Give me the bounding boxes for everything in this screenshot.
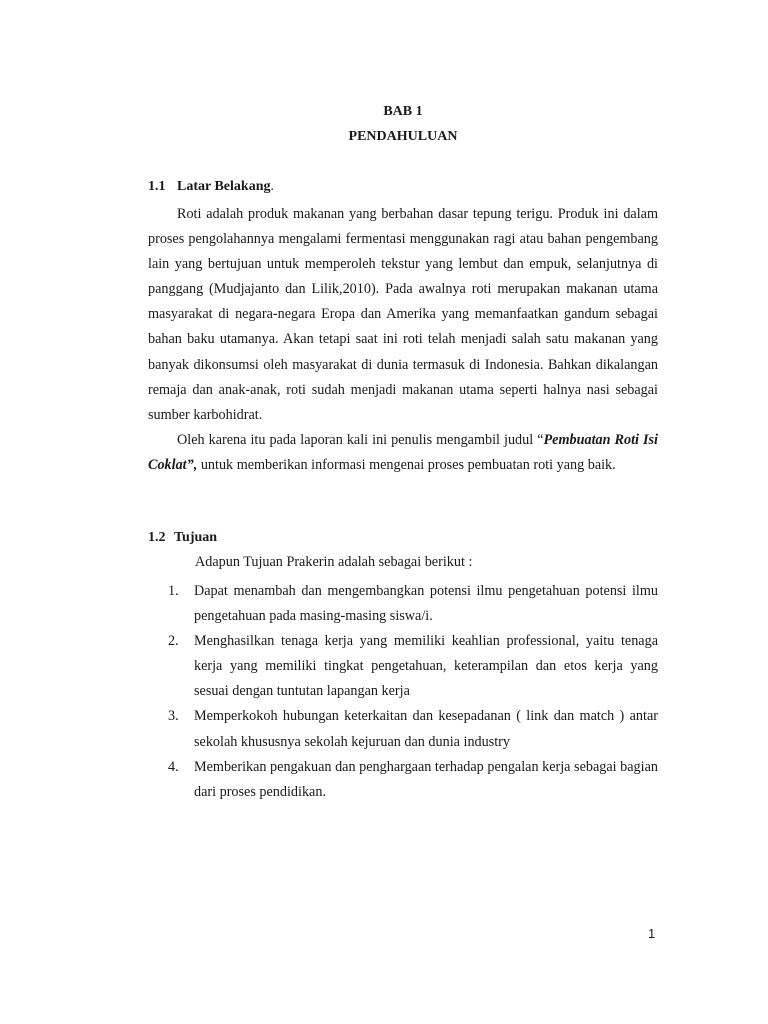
page-number: 1 xyxy=(648,926,656,941)
list-item-index: 4. xyxy=(168,758,179,775)
section-title-suffix: . xyxy=(270,179,274,194)
list-item xyxy=(148,629,658,704)
list-item-text: Memperkokoh hubungan keterkaitan dan kesepadanan ( link dan match ) antar sekolah khususnya sekolah kejuruan dan dunia industry xyxy=(194,708,658,750)
section-title: Latar Belakang xyxy=(177,179,271,194)
paragraph-2-block xyxy=(148,428,658,478)
list-item-index: 3. xyxy=(168,708,179,725)
section-heading-latar-belakang xyxy=(148,179,274,195)
objectives-list xyxy=(148,579,658,805)
paragraph-2-emphasis: Pembuatan Roti Isi Coklat”, xyxy=(148,432,658,474)
paragraph-2 xyxy=(148,428,658,478)
list-item-text: Menghasilkan tenaga kerja yang memiliki keahlian professional, yaitu tenaga kerja yang memiliki tingkat pengetahuan, keterampilan dan etos kerja yang sesuai dengan tuntutan lapangan kerja xyxy=(194,633,658,700)
section-title: Tujuan xyxy=(174,530,218,545)
list-item-index: 2. xyxy=(168,633,179,650)
chapter-title: PENDAHULUAN xyxy=(348,129,458,144)
list-item-index: 1. xyxy=(168,583,179,599)
paragraph-2-after: untuk memberikan informasi mengenai proses pembuatan roti yang baik. xyxy=(197,457,616,474)
list-item-text: Memberikan pengakuan dan penghargaan terhadap pengalan kerja sebagai bagian dari proses pendidikan. xyxy=(194,758,658,800)
list-item-text: Dapat menambah dan mengembangkan potensi ilmu pengetahuan potensi ilmu pengetahuan pada masing-masing siswa/i. xyxy=(194,583,658,625)
section-heading-tujuan xyxy=(148,530,217,546)
list-item xyxy=(148,755,658,805)
list-intro: Adapun Tujuan Prakerin adalah sebagai berikut : xyxy=(195,554,473,570)
section-number: 1.1 xyxy=(148,179,166,194)
paragraph-1-block xyxy=(148,202,658,428)
list-item xyxy=(148,704,658,754)
list-item xyxy=(148,579,658,629)
paragraph-2-before: Oleh karena itu pada laporan kali ini penulis mengambil judul “ xyxy=(177,432,544,448)
section-number: 1.2 xyxy=(148,530,166,545)
paragraph-1: Roti adalah produk makanan yang berbahan dasar tepung terigu. Produk ini dalam proses pengolahannya mengalami fermentasi menggunakan ragi atau bahan pengembang lain yang bertujuan untuk memperoleh tekstur yang lembut dan empuk, selanjutnya di panggang (Mudjajanto dan Lilik,2010). Pada awalnya roti merupakan makanan utama masyarakat di negara-negara Eropa dan Amerika yang memanfaatkan gandum sebagai bahan baku utamanya. Akan tetapi saat ini roti telah menjadi salah satu makanan yang banyak dikonsumsi oleh masyarakat di dunia termasuk di Indonesia. Bahkan dikalangan remaja dan anak-anak, roti sudah menjadi makanan utama seperti halnya nasi sebagai sumber karbohidrat. xyxy=(148,206,658,423)
chapter-number: BAB 1 xyxy=(383,104,423,119)
